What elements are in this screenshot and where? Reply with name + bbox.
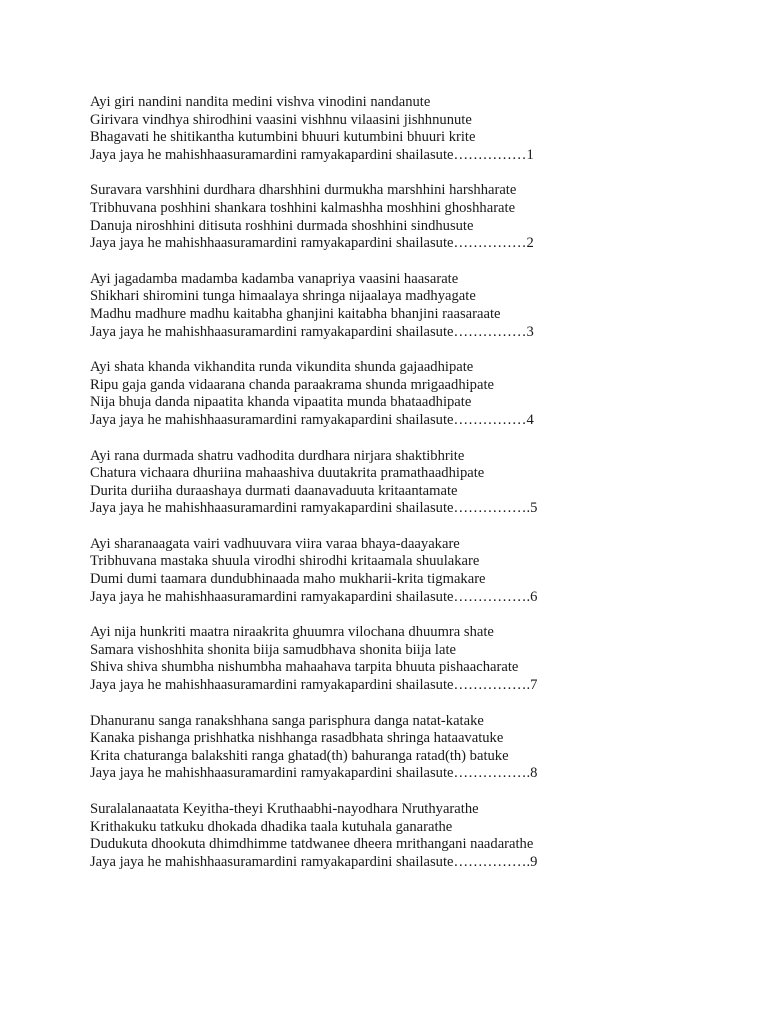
verse-1: [90, 94, 750, 164]
verse-line: Dumi dumi taamara dundubhinaada maho mukharii-krita tigmakare: [90, 571, 486, 588]
verse-line: Ayi shata khanda vikhandita runda vikundita shunda gajaadhipate: [90, 359, 474, 376]
verse-2: [90, 182, 750, 252]
verse-line: Bhagavati he shitikantha kutumbini bhuuri kutumbini bhuuri krite: [90, 129, 476, 146]
verse-9: [90, 801, 750, 871]
verse-refrain: Jaya jaya he mahishhaasuramardini ramyakapardini shailasute…………….6: [90, 588, 538, 605]
verse-line: Ayi nija hunkriti maatra niraakrita ghuumra vilochana dhuumra shate: [90, 624, 494, 641]
verse-line: Ayi rana durmada shatru vadhodita durdhara nirjara shaktibhrite: [90, 447, 465, 464]
verse-line: Ayi giri nandini nandita medini vishva vinodini nandanute: [90, 94, 431, 110]
verse-line: Samara vishoshhita shonita biija samudbhava shonita biija late: [90, 641, 456, 658]
verse-6: [90, 536, 750, 606]
verse-refrain: Jaya jaya he mahishhaasuramardini ramyakapardini shailasute…………….8: [90, 765, 538, 782]
verse-line: Madhu madhure madhu kaitabha ghanjini kaitabha bhanjini raasaraate: [90, 305, 501, 322]
verse-refrain: Jaya jaya he mahishhaasuramardini ramyakapardini shailasute……………4: [90, 411, 534, 428]
verse-line: Krita chaturanga balakshiti ranga ghatad(th) bahuranga ratad(th) batuke: [90, 747, 509, 764]
verse-line: Krithakuku tatkuku dhokada dhadika taala kutuhala ganarathe: [90, 818, 453, 835]
document-page: [90, 94, 750, 889]
verse-line: Dhanuranu sanga ranakshhana sanga parisphura danga natat-katake: [90, 712, 484, 729]
verse-line: Nija bhuja danda nipaatita khanda vipaatita munda bhataadhipate: [90, 394, 472, 411]
verse-line: Tribhuvana mastaka shuula virodhi shirodhi kritaamala shuulakare: [90, 553, 480, 570]
verse-refrain: Jaya jaya he mahishhaasuramardini ramyakapardini shailasute…………….9: [90, 853, 538, 870]
verse-refrain: Jaya jaya he mahishhaasuramardini ramyakapardini shailasute…………….5: [90, 500, 538, 517]
verse-line: Girivara vindhya shirodhini vaasini vishhnu vilaasini jishhnunute: [90, 111, 472, 128]
verse-line: Dudukuta dhookuta dhimdhimme tatdwanee dheera mrithangani naadarathe: [90, 836, 534, 853]
verse-line: Suravara varshhini durdhara dharshhini durmukha marshhini harshharate: [90, 182, 517, 199]
verse-3: [90, 271, 750, 341]
verse-7: [90, 624, 750, 694]
verse-refrain: Jaya jaya he mahishhaasuramardini ramyakapardini shailasute……………1: [90, 146, 534, 163]
verse-line: Shiva shiva shumbha nishumbha mahaahava tarpita bhuuta pishaacharate: [90, 659, 519, 676]
verse-line: Chatura vichaara dhuriina mahaashiva duutakrita pramathaadhipate: [90, 465, 485, 482]
verse-line: Tribhuvana poshhini shankara toshhini kalmashha moshhini ghoshharate: [90, 199, 516, 216]
verse-refrain: Jaya jaya he mahishhaasuramardini ramyakapardini shailasute……………2: [90, 235, 534, 252]
verse-5: [90, 448, 750, 518]
verse-line: Suralalanaatata Keyitha-theyi Kruthaabhi-nayodhara Nruthyarathe: [90, 801, 479, 817]
verse-line: Ayi sharanaagata vairi vadhuuvara viira varaa bhaya-daayakare: [90, 535, 460, 552]
verse-8: [90, 713, 750, 783]
verse-line: Ayi jagadamba madamba kadamba vanapriya vaasini haasarate: [90, 270, 459, 287]
verse-line: Shikhari shiromini tunga himaalaya shringa nijaalaya madhyagate: [90, 288, 476, 305]
verse-line: Kanaka pishanga prishhatka nishhanga rasadbhata shringa hataavatuke: [90, 730, 504, 747]
verse-line: Danuja niroshhini ditisuta roshhini durmada shoshhini sindhusute: [90, 217, 474, 234]
verse-4: [90, 359, 750, 429]
verse-line: Ripu gaja ganda vidaarana chanda paraakrama shunda mrigaadhipate: [90, 376, 494, 393]
verse-line: Durita duriiha duraashaya durmati daanavaduuta kritaantamate: [90, 482, 458, 499]
verse-refrain: Jaya jaya he mahishhaasuramardini ramyakapardini shailasute…………….7: [90, 677, 538, 694]
verse-refrain: Jaya jaya he mahishhaasuramardini ramyakapardini shailasute……………3: [90, 323, 534, 340]
